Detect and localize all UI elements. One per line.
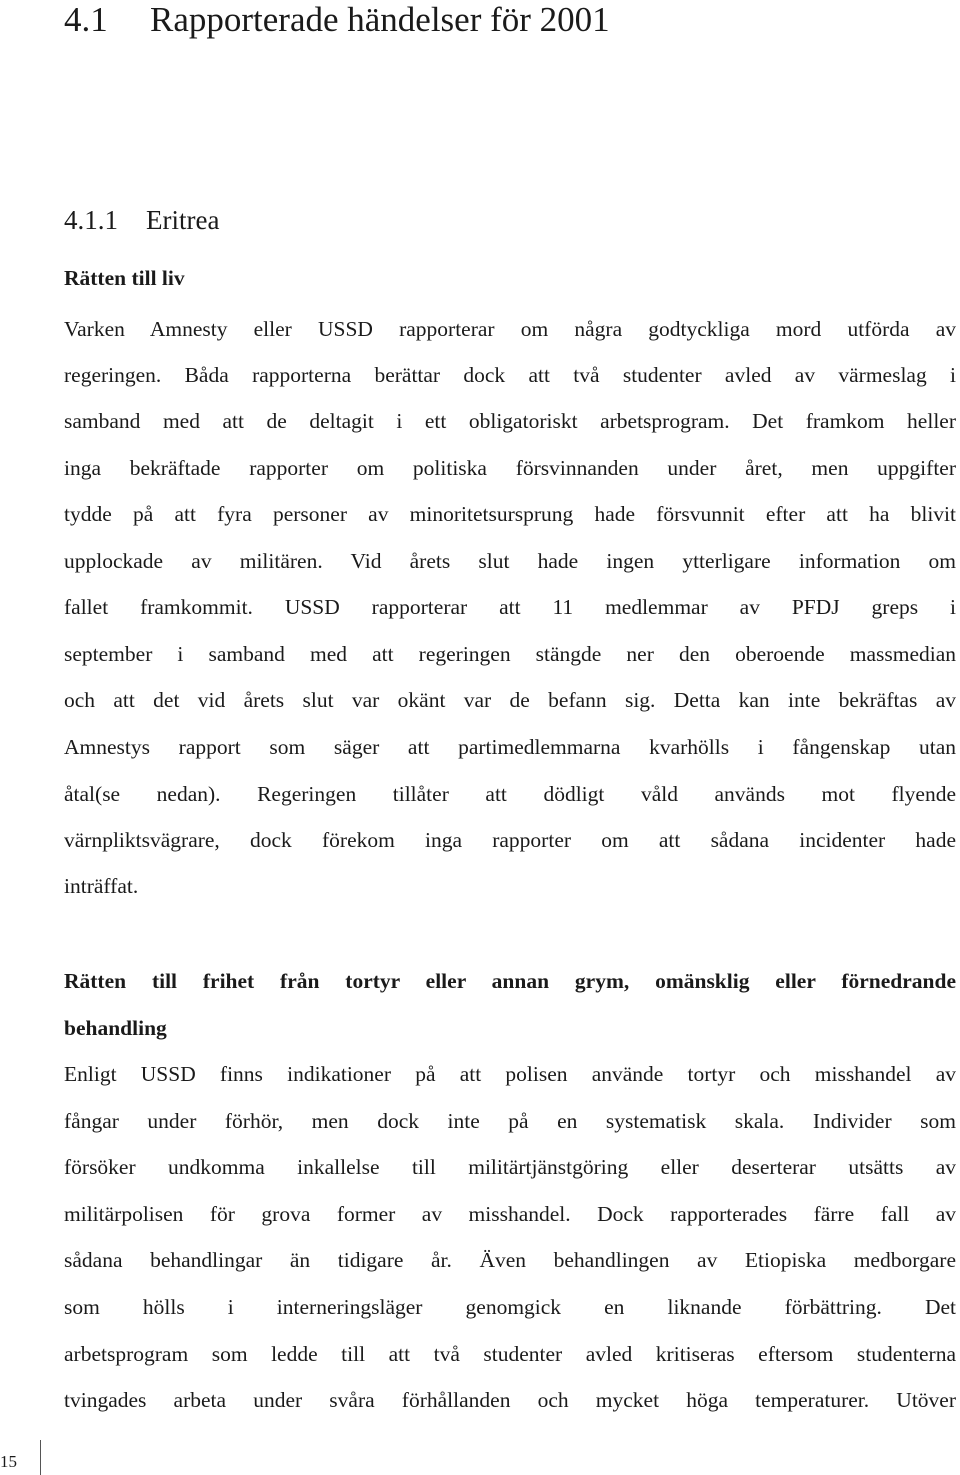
chapter-number: 4.1 [64, 0, 108, 39]
paragraph-line: och att det vid årets slut var okänt var de befann sig. Detta kan inte bekräftas av [64, 688, 956, 712]
paragraph-line: inga bekräftade rapporter om politiska försvinnanden under året, men uppgifter [64, 456, 956, 480]
paragraph-line: upplockade av militären. Vid årets slut hade ingen ytterligare information om [64, 549, 956, 573]
chapter-heading [64, 0, 610, 40]
paragraph-line: åtal(se nedan). Regeringen tillåter att dödligt våld används mot flyende [64, 782, 956, 806]
page-number: 15 [0, 1452, 17, 1471]
paragraph-line: Varken Amnesty eller USSD rapporterar om några godtyckliga mord utförda av [64, 317, 956, 341]
paragraph-line: september i samband med att regeringen stängde ner den oberoende massmedian [64, 642, 956, 666]
paragraph-line: militärpolisen för grova former av misshandel. Dock rapporterades färre fall av [64, 1202, 956, 1226]
section-heading [64, 202, 219, 238]
paragraph-line: arbetsprogram som ledde till att två studenter avled kritiseras eftersom studenterna [64, 1342, 956, 1366]
paragraph-line: värnpliktsvägrare, dock förekom inga rapporter om att sådana incidenter hade [64, 828, 956, 852]
paragraph-line: fallet framkommit. USSD rapporterar att 11 medlemmar av PFDJ greps i [64, 595, 956, 619]
paragraph-line: tvingades arbeta under svåra förhållanden och mycket höga temperaturer. Utöver [64, 1388, 956, 1412]
paragraph-line: fångar under förhör, men dock inte på en systematisk skala. Individer som [64, 1109, 956, 1133]
subsection-heading-freedom-from-torture: Rätten till frihet från tortyr eller annan grym, omänsklig eller förnedrande [64, 969, 956, 993]
paragraph-line: samband med att de deltagit i ett obligatoriskt arbetsprogram. Det framkom heller [64, 409, 956, 433]
paragraph-line: som hölls i interneringsläger genomgick en liknande förbättring. Det [64, 1295, 956, 1319]
paragraph-line: Amnestys rapport som säger att partimedlemmarna kvarhölls i fångenskap utan [64, 735, 956, 759]
chapter-title: Rapporterade händelser för 2001 [150, 0, 610, 39]
paragraph-line: Enligt USSD finns indikationer på att polisen använde tortyr och misshandel av [64, 1062, 956, 1086]
subsection-heading-right-to-life: Rätten till liv [64, 266, 185, 290]
paragraph-line: försöker undkomma inkallelse till militärtjänstgöring eller deserterar utsätts av [64, 1155, 956, 1179]
paragraph-line: sådana behandlingar än tidigare år. Även behandlingen av Etiopiska medborgare [64, 1248, 956, 1272]
margin-divider [40, 1440, 41, 1475]
subsection-heading-freedom-from-torture-cont: behandling [64, 1016, 167, 1040]
paragraph-line: regeringen. Båda rapporterna berättar dock att två studenter avled av värmeslag i [64, 363, 956, 387]
section-title: Eritrea [146, 205, 220, 235]
paragraph-line: tydde på att fyra personer av minoritetsursprung hade försvunnit efter att ha blivit [64, 502, 956, 526]
paragraph-line: inträffat. [64, 874, 139, 898]
section-number: 4.1.1 [64, 205, 118, 235]
